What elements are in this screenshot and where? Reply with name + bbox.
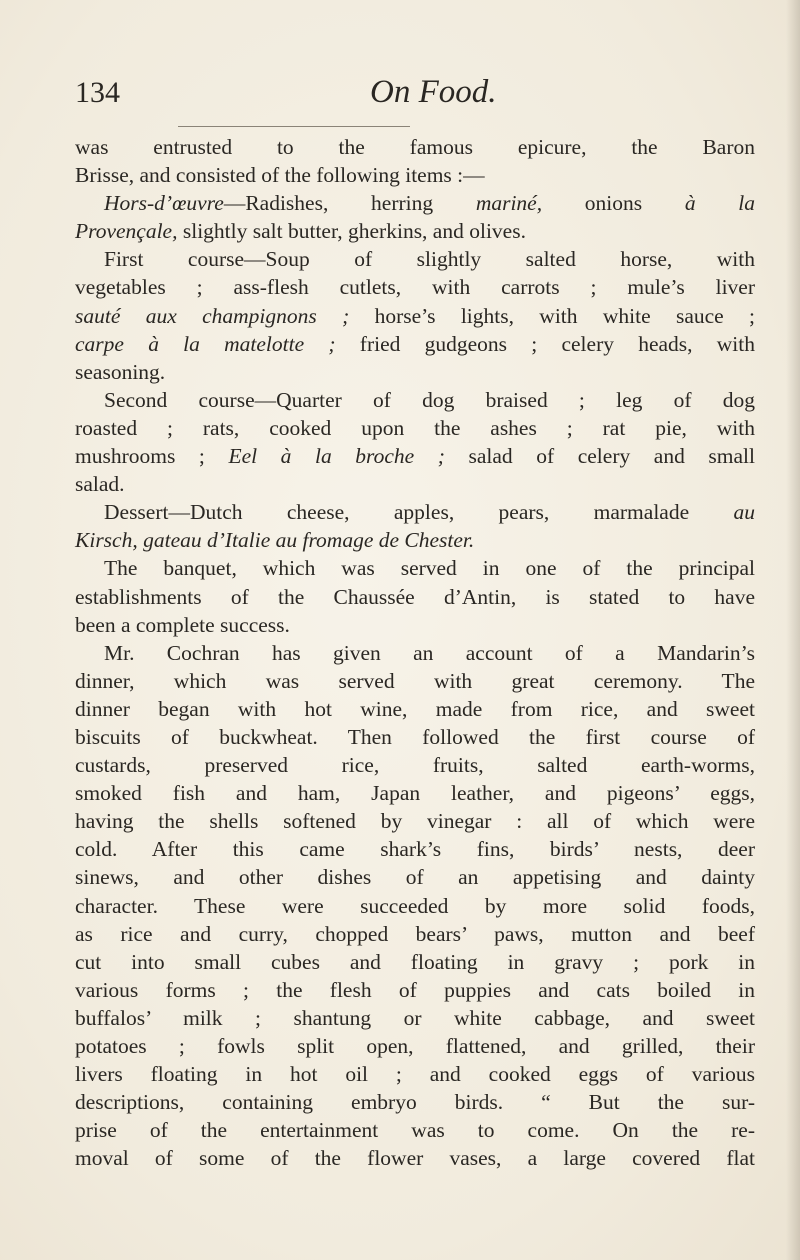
- text-run: Mr. Cochran has given an account of a Mandarin’s: [104, 640, 755, 665]
- text-run: onions: [542, 191, 685, 216]
- text-run: moval of some of the flower vases, a large covered flat: [75, 1146, 755, 1171]
- text-run: descriptions, containing embryo birds. “ But the sur-: [75, 1090, 755, 1115]
- text-run: Dessert—Dutch cheese, apples, pears, marmalade: [104, 500, 734, 525]
- text-run: salad.: [75, 472, 125, 497]
- text-line: [75, 779, 755, 807]
- text-line: [75, 414, 755, 442]
- text-line: [75, 723, 755, 751]
- text-line: [75, 1032, 755, 1060]
- text-line: [75, 920, 755, 948]
- text-line: [75, 386, 755, 414]
- text-run: cold. After this came shark’s fins, birds’ nests, deer: [75, 837, 755, 862]
- italic-text: à la: [684, 191, 756, 216]
- text-line: [75, 1088, 755, 1116]
- italic-text: Kirsch, gateau d’Italie au fromage de Chester.: [75, 528, 475, 553]
- text-line: [75, 807, 755, 835]
- italic-text: mariné,: [475, 191, 543, 216]
- text-run: custards, preserved rice, fruits, salted earth-worms,: [75, 753, 755, 778]
- text-line: [75, 358, 755, 386]
- page-number: 134: [75, 76, 120, 109]
- text-line: [75, 583, 755, 611]
- text-line: [75, 1144, 755, 1172]
- text-line: [75, 330, 755, 358]
- text-run: buffalos’ milk ; shantung or white cabbage, and sweet: [75, 1005, 755, 1030]
- text-line: [75, 892, 755, 920]
- text-line: [75, 1116, 755, 1144]
- text-line: [75, 863, 755, 891]
- text-run: slightly salt butter, gherkins, and olives.: [177, 219, 526, 244]
- text-run: salad of celery and small: [444, 444, 755, 469]
- italic-text: Hors-d’œuvre: [104, 191, 224, 216]
- text-run: having the shells softened by vinegar : all of which were: [75, 809, 755, 834]
- text-run: sinews, and other dishes of an appetising and dainty: [75, 865, 755, 890]
- text-line: [75, 835, 755, 863]
- text-line: [75, 751, 755, 779]
- text-line: [75, 1004, 755, 1032]
- text-line: [75, 695, 755, 723]
- text-run: Brisse, and consisted of the following items :—: [75, 163, 485, 188]
- text-line: [75, 948, 755, 976]
- text-line: [75, 273, 755, 301]
- body-text: [75, 133, 755, 1172]
- text-line: [75, 470, 755, 498]
- text-run: various forms ; the flesh of puppies and cats boiled in: [75, 977, 755, 1002]
- text-run: First course—Soup of slightly salted horse, with: [104, 247, 755, 272]
- text-run: cut into small cubes and floating in gravy ; pork in: [75, 949, 755, 974]
- header-rule: [178, 126, 410, 127]
- text-run: was entrusted to the famous epicure, the Baron: [75, 135, 755, 159]
- text-line: [75, 526, 755, 554]
- text-run: seasoning.: [75, 359, 166, 384]
- text-line: [75, 245, 755, 273]
- text-run: dinner began with hot wine, made from rice, and sweet: [75, 696, 755, 721]
- text-line: [75, 133, 755, 161]
- italic-text: sauté aux champignons ;: [75, 303, 350, 328]
- text-line: [75, 498, 755, 526]
- text-run: roasted ; rats, cooked upon the ashes ; rat pie, with: [75, 415, 755, 440]
- text-run: livers floating in hot oil ; and cooked eggs of various: [75, 1062, 755, 1087]
- page-header: [75, 72, 755, 122]
- text-run: smoked fish and ham, Japan leather, and pigeons’ eggs,: [75, 781, 755, 806]
- text-line: [75, 667, 755, 695]
- text-line: [75, 217, 755, 245]
- text-line: [75, 442, 755, 470]
- text-run: potatoes ; fowls split open, flattened, and grilled, their: [75, 1034, 755, 1058]
- page-edge-shadow: [786, 0, 800, 1260]
- text-run: as rice and curry, chopped bears’ paws, mutton and beef: [75, 921, 755, 946]
- text-run: The banquet, which was served in one of the principal: [104, 556, 755, 581]
- text-run: biscuits of buckwheat. Then followed the first course of: [75, 724, 755, 749]
- text-line: [75, 976, 755, 1004]
- text-run: mushrooms ;: [75, 444, 229, 469]
- italic-text: carpe à la matelotte ;: [75, 331, 336, 356]
- italic-text: Provençale,: [75, 219, 178, 244]
- text-run: character. These were succeeded by more solid foods,: [75, 893, 755, 918]
- text-line: [75, 1060, 755, 1088]
- text-run: vegetables ; ass-flesh cutlets, with carrots ; mule’s liver: [75, 275, 755, 300]
- text-line: [75, 554, 755, 582]
- text-run: horse’s lights, with white sauce ;: [349, 303, 756, 328]
- text-run: Second course—Quarter of dog braised ; leg of dog: [104, 387, 755, 412]
- running-title: On Food.: [370, 74, 497, 110]
- text-run: fried gudgeons ; celery heads, with: [335, 331, 756, 356]
- text-run: dinner, which was served with great ceremony. The: [75, 668, 755, 693]
- text-line: [75, 302, 755, 330]
- text-run: been a complete success.: [75, 612, 290, 637]
- text-line: [75, 189, 755, 217]
- italic-text: au: [733, 500, 755, 525]
- text-line: [75, 611, 755, 639]
- italic-text: Eel à la broche ;: [228, 444, 445, 469]
- text-run: establishments of the Chaussée d’Antin, is stated to have: [75, 584, 755, 609]
- text-line: [75, 639, 755, 667]
- text-run: —Radishes, herring: [223, 191, 476, 216]
- text-line: [75, 161, 755, 189]
- text-run: prise of the entertainment was to come. On the re-: [75, 1118, 755, 1143]
